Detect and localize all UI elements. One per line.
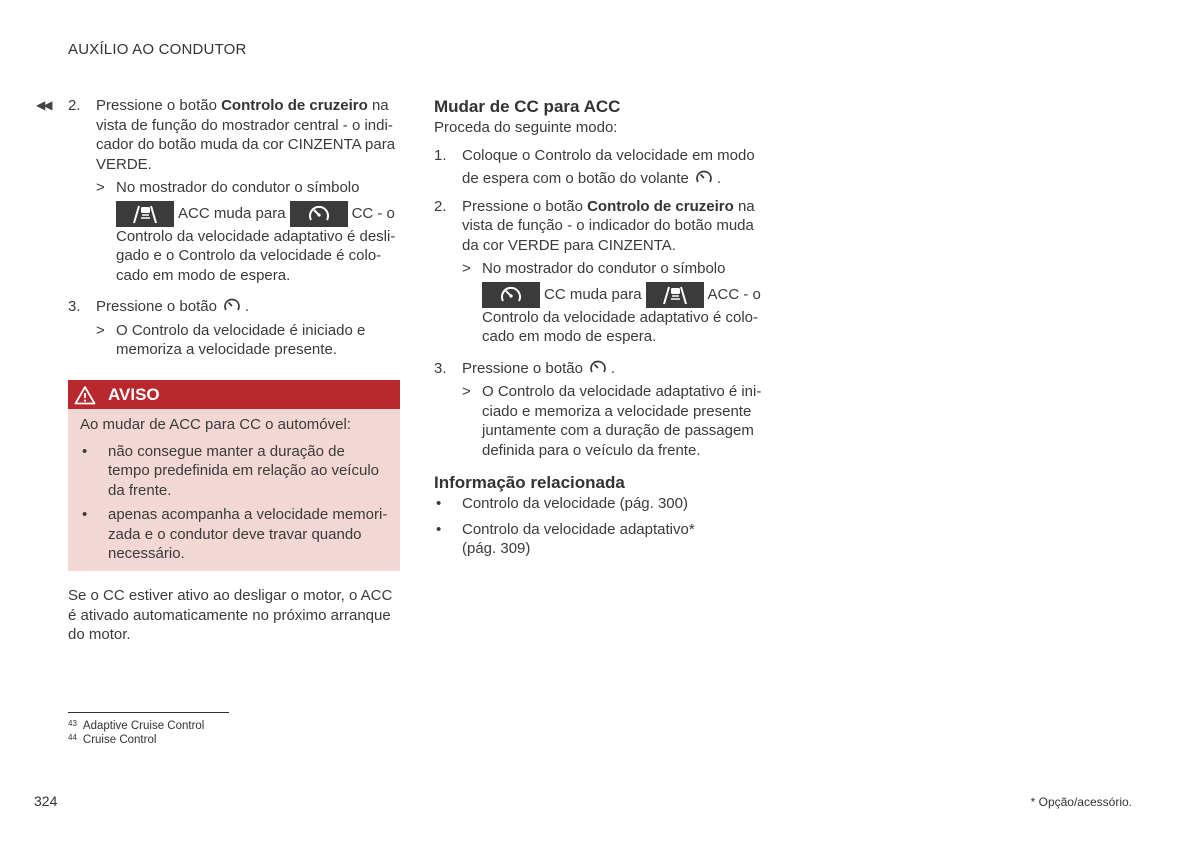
footnote: $^{44}$ Cruise Control [68,733,157,746]
step-text: cador do botão muda da cor CINZENTA para [96,136,396,153]
speedometer-icon [223,297,241,313]
result-text: gado e o Controlo da velocidade é colo- [116,247,382,264]
warning-triangle-icon [74,385,96,405]
warning-bullet: • apenas acompanha a velocidade memori- zada e o condutor deve travar quando necessário. [82,506,388,562]
step-number: 2. [68,97,81,114]
right-column [434,96,769,559]
left-column [68,96,400,360]
section-title: AUXÍLIO AO CONDUTOR [68,41,247,58]
intro-text: Proceda do seguinte modo: [434,119,618,136]
result-text: No mostrador do condutor o símbolo [116,179,360,196]
step-3-right: 3. Pressione o botão . [434,359,616,377]
speedometer-icon [695,169,713,185]
step-3-left: 3. Pressione o botão . [68,298,250,315]
warning-title: AVISO [108,384,160,404]
button-name: Controlo de cruzeiro [587,197,734,215]
step-text: vista de função do mostrador central - o indi- [96,116,393,134]
result-text: Controlo da velocidade adaptativo é desli- [116,227,396,245]
button-name: Controlo de cruzeiro [221,97,368,114]
step-text: VERDE. [96,155,152,173]
result-right-2: > No mostrador do condutor o símbolo CC muda para ACC - o Controlo da velocidade adaptativo é colo- cado em modo de espera. [462,260,761,345]
acc-car-icon [116,201,174,227]
result-right-3: > O Controlo da velocidade adaptativo é ini- ciado e memoriza a velocidade presente juntamente com a duração de passagem definida para o veículo da frente. [462,383,762,459]
related-heading: Informação relacionada [434,473,625,492]
warning-bullet: • não consegue manter a duração de tempo predefinida em relação ao veículo da frente. [82,442,379,499]
section-heading: Mudar de CC para ACC [434,97,621,116]
footnote: $^{43}$ Adaptive Cruise Control [68,719,205,732]
step-2-right: 2. Pressione o botão Controlo de cruzeiro na vista de função - o indicador do botão muda da cor VERDE para CINZENTA. [434,197,755,254]
warning-box [68,380,400,571]
step-text: na [367,97,389,114]
page-number: 324 [34,793,58,809]
result-text: ACC muda para [178,204,286,222]
acc-car-icon [646,282,704,308]
result-text: CC - o [351,204,395,222]
speedometer-icon [482,282,540,308]
step-1-right: 1. Coloque o Controlo da velocidade em modo de espera com o botão do volante . [434,146,755,187]
option-note: * Opção/acessório. [1030,795,1132,809]
warning-header [68,380,400,409]
warning-intro: Ao mudar de ACC para CC o automóvel: [80,416,351,433]
speedometer-icon [589,359,607,375]
continued-mark: ◀◀ [36,98,51,112]
result-text: memoriza a velocidade presente. [116,341,337,358]
result-left-2: > No mostrador do condutor o símbolo ACC muda para CC - o Controlo da velocidade adaptativo é desli- gado e o Controlo da velocidade é colo- cado em modo de espera. [68,178,400,285]
speedometer-icon [290,201,348,227]
footnote-divider [68,712,229,713]
closing-paragraph: Se o CC estiver ativo ao desligar o motor, o ACC é ativado automaticamente no próximo arranque do motor. [68,587,393,643]
step-number: 3. [68,298,81,315]
related-link[interactable]: • Controlo da velocidade adaptativo* (pág. 309) [436,520,695,557]
step-text: Pressione o botão [96,298,217,315]
result-text: O Controlo da velocidade é iniciado e [116,321,366,339]
step-text: Pressione o botão [96,97,222,114]
related-link[interactable]: • Controlo da velocidade (pág. 300) [436,495,688,512]
result-text: cado em modo de espera. [116,266,291,284]
result-left-3: > O Controlo da velocidade é iniciado e memoriza a velocidade presente. [68,321,400,360]
step-2-left [68,96,400,174]
